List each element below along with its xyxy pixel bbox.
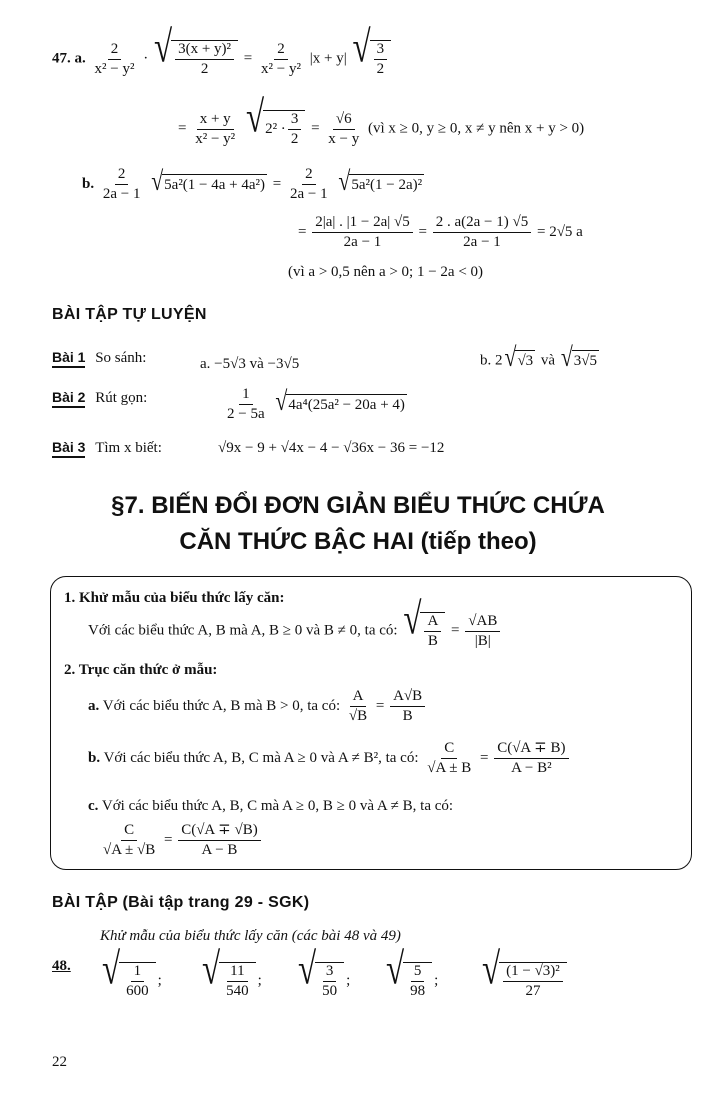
- ex47-b-note: (vì a > 0,5 nên a > 0; 1 − 2a < 0): [288, 264, 484, 280]
- square-root: √ $\frac{1}{600}$: [102, 962, 156, 1001]
- ex47-label: 47.: [52, 50, 71, 67]
- fraction: $\frac{2}{2a - 1}$: [290, 166, 328, 203]
- box-item1-title: 1. Khử mẫu của biểu thức lấy căn:: [64, 590, 285, 606]
- bai1-row: Bài 1 So sánh:: [52, 349, 147, 366]
- ex47-a-note: (vì x ≥ 0, y ≥ 0, x ≠ y nên x + y > 0): [368, 120, 585, 137]
- fraction: $\frac{C}{√A \pm √B}$: [103, 822, 156, 859]
- ex48-item-2: √ $\frac{11}{540}$ ;: [202, 945, 262, 1000]
- fraction: $\frac{A√B}{B}$: [390, 688, 425, 726]
- box-item2-a: a. Với các biểu thức A, B mà B > 0, ta có: $\frac{A}{√B}$ = $\frac{A√B}{B}$: [88, 688, 427, 726]
- fraction: $\frac{A}{√B}$: [348, 688, 368, 725]
- ex47-a-line1: 47. a. $\frac{2}{\text{x² − y²}}$ · √ $\frac{\text{3(x + y)²}}{2}$ = $\frac{2}{\text{x² − y²}}$ |x + y| √ $\frac{3}{2}$: [52, 40, 393, 79]
- fraction: $\frac{√AB}{|B|}$: [465, 613, 500, 651]
- bai1-b: b. 2 √ √3 và √ 3√5: [480, 342, 598, 373]
- fraction: $\frac{C(√A \mp B)}{\text{A − B²}}$: [494, 740, 568, 778]
- box-item2-c-formula: $\frac{C}{√A \pm √B}$ = $\frac{C(√A \mp √B)}{A - B}$: [98, 822, 263, 860]
- bai3-label: Bài 3: [52, 439, 85, 458]
- practice-heading: BÀI TẬP TỰ LUYỆN: [52, 306, 207, 323]
- ex48-item-5: [480, 945, 569, 1001]
- square-root: √ $\frac{11}{540}$: [202, 962, 256, 1001]
- bai2-label: Bài 2: [52, 389, 85, 408]
- bai2-expr: [222, 386, 409, 424]
- ex48-item-4: √ $\frac{5}{98}$ ;: [386, 945, 439, 1000]
- bai2-row: Bài 2 Rút gọn:: [52, 389, 148, 406]
- ex48-label: 48.: [52, 958, 71, 974]
- square-root: √ 2² · $\frac{3}{2}$: [246, 110, 305, 149]
- box-item2-title: 2. Trục căn thức ở mẫu:: [64, 662, 218, 678]
- square-root: √ $\frac{3}{50}$: [298, 962, 344, 1001]
- fraction: $\frac{1}{2 - 5a}$: [227, 386, 265, 423]
- box-item2-c: c. Với các biểu thức A, B, C mà A ≥ 0, B ≥ 0 và A ≠ B, ta có:: [88, 798, 454, 814]
- fraction: $\frac{2|a| . |1 - 2a| √5}{2a - 1}$: [312, 214, 413, 252]
- exercises-heading: BÀI TẬP (Bài tập trang 29 - SGK): [52, 894, 310, 911]
- square-root: √ 3√5: [560, 342, 598, 373]
- ex47-b-line1: b. $\frac{2}{2a - 1}$ √ 5a²(1 − 4a + 4a²) = $\frac{2}{2a - 1}$ √ 5a²(1 − 2a)²: [82, 165, 423, 203]
- square-root: √ $\frac{A}{B}$: [403, 612, 445, 651]
- square-root: √ 4a⁴(25a² − 20a + 4): [275, 385, 405, 416]
- ex47-b-label: b.: [82, 176, 95, 193]
- square-root: √ √3: [504, 342, 534, 373]
- bai3-row: Bài 3 Tìm x biết:: [52, 439, 162, 456]
- fraction: $\frac{C}{√A \pm B}$: [427, 740, 472, 777]
- section-title-line1: §7. BIẾN ĐỔI ĐƠN GIẢN BIỂU THỨC CHỨA: [111, 492, 605, 519]
- square-root: √ $\frac{5}{98}$: [386, 962, 432, 1001]
- square-root: √ $\frac{3}{2}$: [352, 40, 391, 79]
- fraction: $\frac{x + y}{\text{x² − y²}}$: [195, 110, 236, 147]
- ex47-a-label: a.: [74, 50, 86, 67]
- fraction: $\frac{2}{\text{x² − y²}}$: [261, 40, 301, 77]
- page-number: 22: [52, 1054, 67, 1070]
- exercises-instruction: Khử mẫu của biểu thức lấy căn (các bài 48 và 49): [100, 928, 401, 944]
- square-root: √ $\frac{\text{(1 − √3)²}}{27}$: [482, 962, 567, 1001]
- fraction: $\frac{√6}{x - y}$: [328, 110, 360, 147]
- ex47-b-line2: = $\frac{2|a| . |1 - 2a| √5}{2a - 1}$ = $\frac{2 . a(2a - 1) √5}{2a - 1}$ = 2√5 a: [298, 214, 583, 251]
- box-item2-b: b. Với các biểu thức A, B, C mà A ≥ 0 và A ≠ B², ta có: $\frac{C}{√A \pm B}$ = $\frac{C(√A \mp B)}{\text{A − B²}}$: [88, 740, 571, 778]
- fraction: $\frac{2}{\text{x² − y²}}$: [94, 40, 135, 77]
- box-item1-line: Với các biểu thức A, B mà A, B ≥ 0 và B ≠ 0, ta có: √ $\frac{A}{B}$ = $\frac{√AB}{|B|}$: [88, 612, 502, 651]
- fraction: $\frac{2 . a(2a - 1) √5}{2a - 1}$: [433, 214, 532, 252]
- ex48-item-3: √ $\frac{3}{50}$ ;: [298, 945, 351, 1000]
- square-root: √ 5a²(1 − 4a + 4a²): [151, 165, 266, 196]
- square-root: √ $\frac{\text{3(x + y)²}}{2}$: [154, 40, 238, 79]
- ex47-a-line2: = $\frac{x + y}{\text{x² − y²}}$ √ 2² · $\frac{3}{2}$ = $\frac{√6}{x - y}$ (vì x ≥ 0, y ≥ 0, x ≠ y nên x + y > 0): [178, 93, 585, 148]
- bai3-eq: √9x − 9 + √4x − 4 − √36x − 36 = −12: [218, 440, 445, 456]
- fraction: $\frac{C(√A \mp √B)}{A - B}$: [178, 822, 261, 860]
- fraction: $\frac{2}{2a - 1}$: [102, 166, 141, 203]
- bai1-label: Bài 1: [52, 349, 85, 368]
- ex48-item-1: √ $\frac{1}{600}$ ;: [102, 945, 162, 1000]
- bai1-a: a. −5√3 và −3√5: [200, 356, 300, 372]
- square-root: √ 5a²(1 − 2a)²: [338, 165, 423, 196]
- section-title-line2: CĂN THỨC BẬC HAI (tiếp theo): [179, 528, 537, 555]
